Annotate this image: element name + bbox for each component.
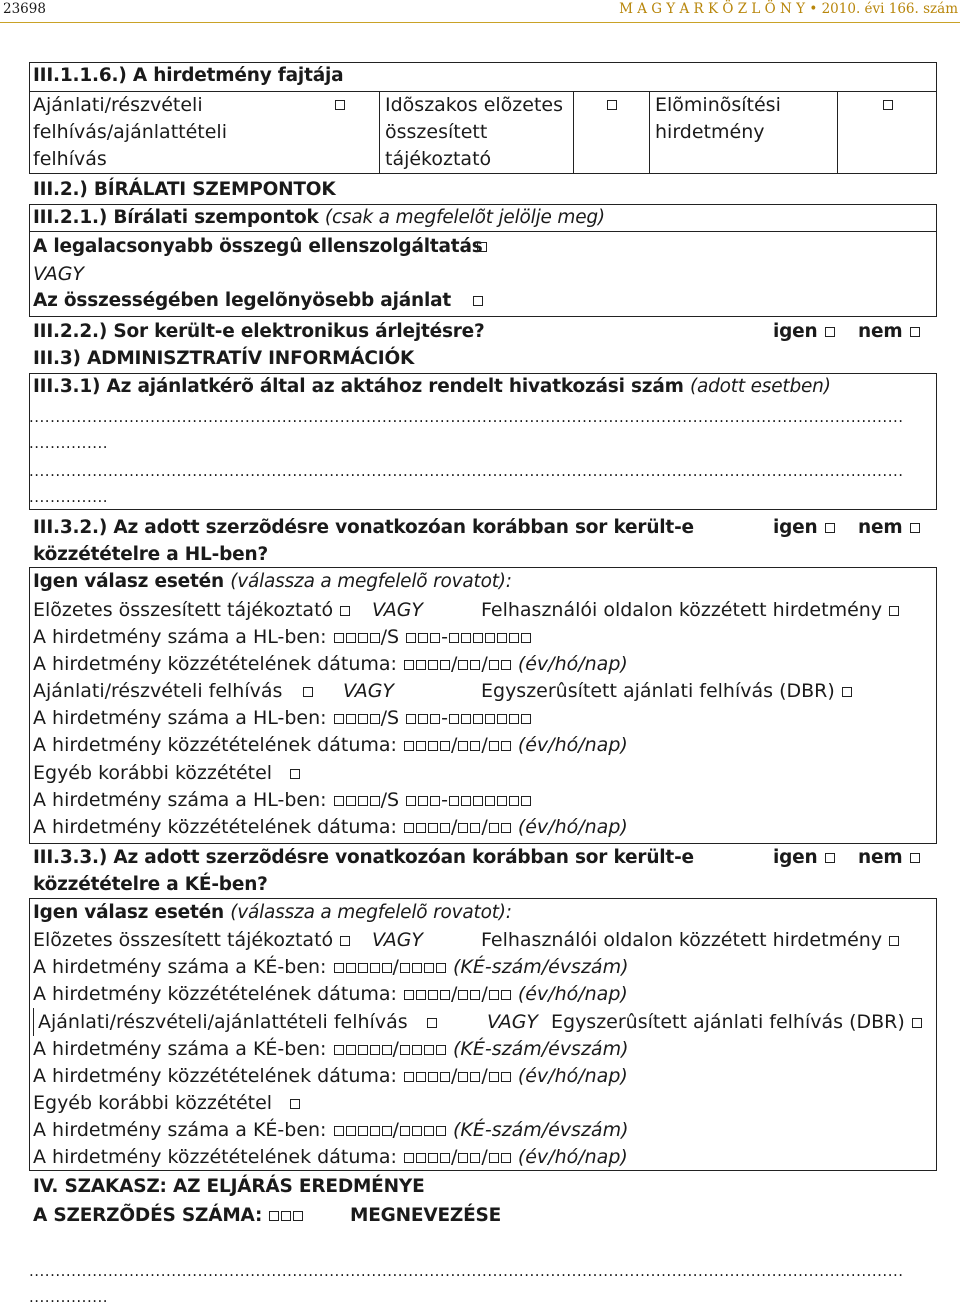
ke-date-2: A hirdetmény közzétételének dátuma: / / (év/hó/nap) — [33, 1065, 628, 1087]
file-ref-dots-3[interactable]: ...................................................................................................................................................................... — [29, 462, 904, 480]
ke-question-line1: III.3.3.) Az adott szerzõdésre vonatkozóan korábban sor került-e — [33, 847, 694, 868]
file-ref-dots-1[interactable]: ...................................................................................................................................................................... — [29, 408, 904, 426]
journal-title: M A G Y A R K Ö Z L Ö N Y • 2010. évi 166. szám — [619, 1, 958, 17]
ke-yes: igen — [773, 847, 836, 868]
checkbox-ke-other-icon[interactable] — [290, 1099, 300, 1109]
or-label-1: VAGY — [33, 263, 85, 285]
hl-question-line2: közzétételre a HL-ben? — [33, 544, 268, 565]
ke-other: Egyéb korábbi közzététel — [33, 1092, 273, 1114]
hl-other: Egyéb korábbi közzététel — [33, 762, 273, 784]
checkbox-eauction-yes-icon[interactable] — [825, 327, 835, 337]
or-label-2: VAGY — [372, 599, 424, 621]
col1-line1: Ajánlati/részvételi — [33, 94, 203, 116]
ke-no: nem — [858, 847, 921, 868]
checkbox-ke-yes-icon[interactable] — [825, 853, 835, 863]
hl-date-3: A hirdetmény közzétételének dátuma: / / (év/hó/nap) — [33, 816, 628, 838]
checkbox-lowest-price-icon[interactable] — [477, 242, 487, 252]
hl-number-1: A hirdetmény száma a HL-ben: /S - — [33, 626, 532, 648]
notice-type-title: III.1.1.6.) A hirdetmény fajtája — [33, 65, 344, 86]
page-number: 23698 — [3, 1, 46, 17]
checkbox-ke-no-icon[interactable] — [910, 853, 920, 863]
contract-name-dots-2[interactable]: ............... — [29, 1288, 109, 1306]
hl-question-line1: III.3.2.) Az adott szerzõdésre vonatkozóan korábban sor került-e — [33, 517, 694, 538]
ke-number-1: A hirdetmény száma a KÉ-ben: / (KÉ-szám/évszám) — [33, 956, 629, 978]
hl-date-2: A hirdetmény közzétételének dátuma: / / (év/hó/nap) — [33, 734, 628, 756]
best-value-option: Az összességében legelõnyösebb ajánlat — [33, 290, 452, 311]
checkbox-call-icon[interactable] — [335, 100, 345, 110]
hl-simplified: Egyszerûsített ajánlati felhívás (DBR) — [481, 680, 853, 702]
file-ref-heading: III.3.1) Az ajánlatkérõ által az aktához rendelt hivatkozási szám (adott esetben) — [33, 376, 831, 397]
contract-name-label: MEGNEVEZÉSE — [350, 1205, 502, 1226]
checkbox-ke-prior-icon[interactable] — [340, 936, 350, 946]
ke-date-1: A hirdetmény közzétételének dátuma: / / (év/hó/nap) — [33, 983, 628, 1005]
hl-number-2: A hirdetmény száma a HL-ben: /S - — [33, 707, 532, 729]
checkbox-hl-profile-icon[interactable] — [889, 606, 899, 616]
checkbox-hl-other-icon[interactable] — [290, 769, 300, 779]
checkbox-ke-call-icon[interactable] — [427, 1018, 437, 1028]
checkbox-best-value-icon[interactable] — [473, 296, 483, 306]
ke-date-3: A hirdetmény közzétételének dátuma: / / (év/hó/nap) — [33, 1146, 628, 1168]
col2-line3: tájékoztató — [385, 148, 492, 170]
ke-simplified: Egyszerûsített ajánlati felhívás (DBR) — [551, 1011, 923, 1033]
checkbox-hl-call-icon[interactable] — [303, 687, 313, 697]
checkbox-ke-profile-icon[interactable] — [889, 936, 899, 946]
col3-line1: Elõminõsítési — [655, 94, 781, 116]
hl-call: Ajánlati/részvételi felhívás — [33, 680, 283, 702]
ke-number-2: A hirdetmény száma a KÉ-ben: / (KÉ-szám/évszám) — [33, 1038, 629, 1060]
hl-no: nem — [858, 517, 921, 538]
checkbox-hl-no-icon[interactable] — [910, 523, 920, 533]
ke-prior-info: Elõzetes összesített tájékoztató — [33, 929, 351, 951]
eauction-yes: igen — [773, 321, 836, 342]
hl-buyer-profile: Felhasználói oldalon közzétett hirdetmény — [481, 599, 900, 621]
ke-call: Ajánlati/részvételi/ajánlattételi felhívás — [38, 1011, 408, 1033]
eauction-question: III.2.2.) Sor került-e elektronikus árlejtésre? — [33, 321, 485, 342]
ke-question-line2: közzétételre a KÉ-ben? — [33, 874, 268, 895]
contract-name-dots-1[interactable]: ...................................................................................................................................................................... — [29, 1262, 904, 1280]
hl-answer-head: Igen válasz esetén (válassza a megfelelõ rovatot): — [33, 571, 512, 592]
checkbox-periodic-icon[interactable] — [607, 100, 617, 110]
checkbox-hl-simplified-icon[interactable] — [842, 687, 852, 697]
col2-line1: Idõszakos elõzetes — [385, 94, 563, 116]
checkbox-prequal-icon[interactable] — [883, 100, 893, 110]
checkbox-ke-simplified-icon[interactable] — [912, 1018, 922, 1028]
or-label-3: VAGY — [343, 680, 395, 702]
ke-number-3: A hirdetmény száma a KÉ-ben: / (KÉ-szám/évszám) — [33, 1119, 629, 1141]
file-ref-dots-4[interactable]: ............... — [29, 488, 109, 506]
hl-yes: igen — [773, 517, 836, 538]
col3-line2: hirdetmény — [655, 121, 765, 143]
hl-prior-info: Elõzetes összesített tájékoztató — [33, 599, 351, 621]
contract-number: A SZERZÕDÉS SZÁMA: — [33, 1205, 304, 1226]
ke-buyer-profile: Felhasználói oldalon közzétett hirdetmény — [481, 929, 900, 951]
admin-info-title: III.3) ADMINISZTRATÍV INFORMÁCIÓK — [33, 348, 415, 369]
checkbox-eauction-no-icon[interactable] — [910, 327, 920, 337]
header-rule — [0, 22, 960, 23]
lowest-price-option: A legalacsonyabb összegû ellenszolgáltatás — [33, 236, 483, 257]
col1-line3: felhívás — [33, 148, 107, 170]
award-criteria-heading: III.2.1.) Bírálati szempontok (csak a megfelelõt jelölje meg) — [33, 207, 605, 228]
award-criteria-title: III.2.) BÍRÁLATI SZEMPONTOK — [33, 179, 336, 200]
checkbox-hl-prior-icon[interactable] — [340, 606, 350, 616]
eauction-no: nem — [858, 321, 921, 342]
or-label-5: VAGY — [487, 1011, 539, 1033]
file-ref-dots-2[interactable]: ............... — [29, 434, 109, 452]
col2-line2: összesített — [385, 121, 488, 143]
section-iv-title: IV. SZAKASZ: AZ ELJÁRÁS EREDMÉNYE — [33, 1176, 425, 1197]
or-label-4: VAGY — [372, 929, 424, 951]
ke-answer-head: Igen válasz esetén (válassza a megfelelõ rovatot): — [33, 902, 512, 923]
hl-number-3: A hirdetmény száma a HL-ben: /S - — [33, 789, 532, 811]
hl-date-1: A hirdetmény közzétételének dátuma: / / (év/hó/nap) — [33, 653, 628, 675]
col1-line2: felhívás/ajánlattételi — [33, 121, 227, 143]
checkbox-hl-yes-icon[interactable] — [825, 523, 835, 533]
